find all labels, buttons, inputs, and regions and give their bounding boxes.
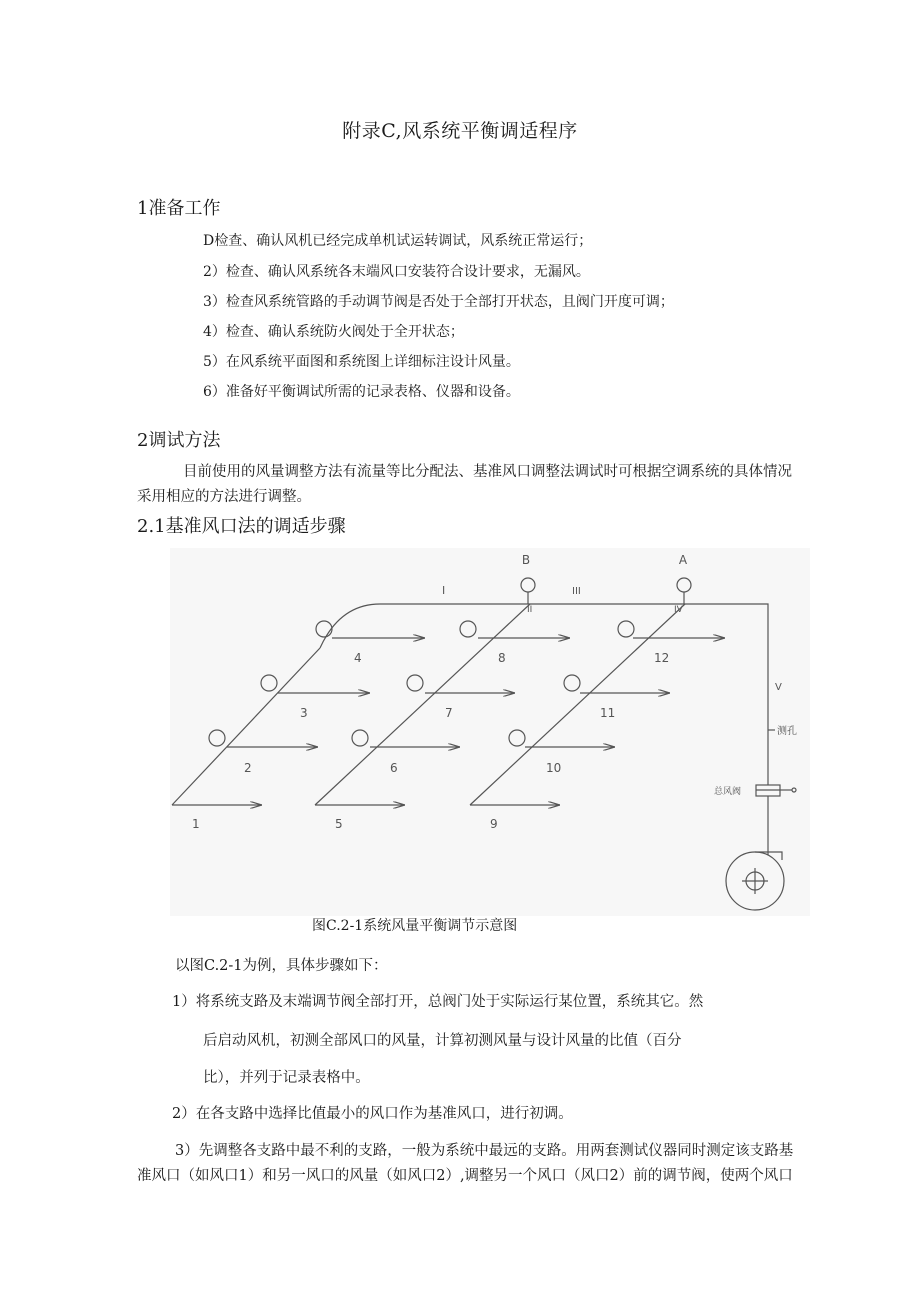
- step-2: 2）在各支路中选择比值最小的风口作为基准风口，进行初调。: [172, 1106, 573, 1122]
- outlet-label-4: 4: [354, 651, 362, 665]
- outlet-2-damper-icon: [209, 730, 225, 746]
- step-3-line2: 准风口（如风口1）和另一风口的风量（如风口2）,调整另一个风口（风口2）前的调节阀，使两个风口: [137, 1168, 793, 1184]
- prep-item-2: 2）检查、确认风系统各末端风口安装符合设计要求，无漏风。: [203, 264, 590, 280]
- method-intro-line1: 目前使用的风量调整方法有流量等比分配法、基准风口调整法调试时可根据空调系统的具体情况: [183, 464, 792, 480]
- outlet-3-damper-icon: [261, 675, 277, 691]
- outlet-4-damper-icon: [316, 621, 332, 637]
- label-test-hole: 测孔: [777, 726, 797, 737]
- diagram-svg: [170, 548, 810, 916]
- outlet-label-1: 1: [192, 817, 200, 831]
- step-1-line1: 1）将系统支路及末端调节阀全部打开，总阀门处于实际运行某位置，系统其它。然: [172, 994, 704, 1010]
- step-1-line2: 后启动风机，初测全部风口的风量，计算初测风量与设计风量的比值（百分: [203, 1033, 682, 1049]
- outlet-label-2: 2: [244, 761, 252, 775]
- label-seg-i: I: [442, 584, 446, 597]
- branch-3-duct: [470, 604, 685, 805]
- prep-item-6: 6）准备好平衡调试所需的记录表格、仪器和设备。: [203, 384, 520, 400]
- label-seg-v: V: [775, 682, 782, 693]
- section-2-heading: 2调试方法: [137, 430, 221, 451]
- outlet-label-3: 3: [300, 706, 308, 720]
- label-b: B: [521, 553, 531, 567]
- step-1-line3: 比），并列于记录表格中。: [203, 1070, 370, 1086]
- outlet-label-11: 11: [600, 706, 616, 720]
- outlet-label-12: 12: [654, 651, 670, 665]
- prep-item-4: 4）检查、确认系统防火阀处于全开状态；: [203, 324, 464, 340]
- label-seg-ii: II: [527, 605, 533, 615]
- outlet-label-7: 7: [445, 706, 453, 720]
- outlet-label-8: 8: [498, 651, 506, 665]
- prep-item-5: 5）在风系统平面图和系统图上详细标注设计风量。: [203, 354, 520, 370]
- section-1-heading: 1准备工作: [137, 198, 221, 219]
- air-balance-diagram: [170, 548, 810, 916]
- branch-2-duct: [315, 604, 533, 805]
- point-a-icon: [677, 578, 691, 592]
- prep-item-3: 3）检查风系统管路的手动调节阀是否处于全部打开状态，且阀门开度可调；: [203, 294, 674, 310]
- label-a: A: [678, 553, 688, 567]
- main-duct: [320, 604, 768, 785]
- outlet-12-damper-icon: [618, 621, 634, 637]
- outlet-label-9: 9: [490, 817, 498, 831]
- label-seg-iii: III: [572, 586, 581, 597]
- method-intro-line2: 采用相应的方法进行调整。: [137, 489, 311, 505]
- prep-item-1: D检查、确认风机已经完成单机试运转调试，风系统正常运行；: [203, 233, 593, 249]
- outlet-label-5: 5: [335, 817, 343, 831]
- outlet-10-damper-icon: [509, 730, 525, 746]
- figure-caption: 图C.2-1系统风量平衡调节示意图: [312, 918, 518, 934]
- outlet-7-damper-icon: [407, 675, 423, 691]
- outlet-6-damper-icon: [352, 730, 368, 746]
- branch-1-duct: [172, 648, 320, 805]
- outlet-label-10: 10: [546, 761, 562, 775]
- page-title: 附录C,风系统平衡调适程序: [342, 120, 578, 142]
- step-3-line1: 3）先调整各支路中最不利的支路，一般为系统中最远的支路。用两套测试仪器同时测定该支路基: [175, 1143, 794, 1159]
- label-main-damper: 总风阀: [714, 787, 742, 797]
- label-seg-iv: IV: [674, 605, 683, 615]
- outlet-label-6: 6: [390, 761, 398, 775]
- section-2-1-heading: 2.1基准风口法的调适步骤: [137, 516, 346, 537]
- steps-intro: 以图C.2-1为例，具体步骤如下：: [175, 958, 388, 974]
- point-b-icon: [521, 578, 535, 592]
- outlet-8-damper-icon: [460, 621, 476, 637]
- outlet-11-damper-icon: [564, 675, 580, 691]
